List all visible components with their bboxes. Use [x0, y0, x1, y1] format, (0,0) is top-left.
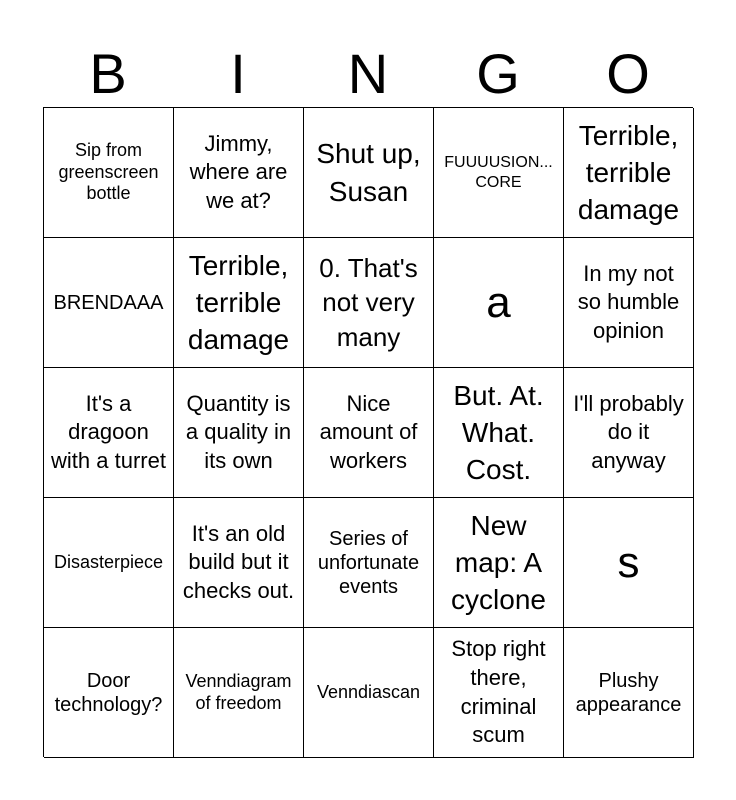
bingo-cell[interactable]: Terrible, terrible damage [564, 108, 694, 238]
header-letter-b: B [89, 42, 127, 105]
bingo-cell[interactable]: It's a dragoon with a turret [44, 368, 174, 498]
bingo-cell[interactable]: I'll probably do it anyway [564, 368, 694, 498]
bingo-cell[interactable]: Shut up, Susan [304, 108, 434, 238]
header-letter-n: N [347, 42, 389, 105]
header-letter-o: O [606, 42, 650, 105]
header-letter-g: G [476, 42, 520, 105]
bingo-cell[interactable]: New map: A cyclone [434, 498, 564, 628]
bingo-cell[interactable]: It's an old build but it checks out. [174, 498, 304, 628]
bingo-card-grid [43, 107, 693, 757]
bingo-cell[interactable]: Terrible, terrible damage [174, 238, 304, 368]
bingo-cell[interactable]: But. At. What. Cost. [434, 368, 564, 498]
bingo-cell[interactable]: Series of unfortunate events [304, 498, 434, 628]
bingo-cell[interactable]: Venndiagram of freedom [174, 628, 304, 758]
bingo-cell[interactable]: s [564, 498, 694, 628]
bingo-cell[interactable]: Sip from greenscreen bottle [44, 108, 174, 238]
bingo-cell[interactable]: BRENDAAA [44, 238, 174, 368]
bingo-cell[interactable]: 0. That's not very many [304, 238, 434, 368]
bingo-cell[interactable]: Venndiascan [304, 628, 434, 758]
header-letter-i: I [230, 42, 246, 105]
bingo-cell[interactable]: Disasterpiece [44, 498, 174, 628]
bingo-cell[interactable]: Plushy appearance [564, 628, 694, 758]
bingo-cell[interactable]: In my not so humble opinion [564, 238, 694, 368]
bingo-cell[interactable]: Stop right there, criminal scum [434, 628, 564, 758]
bingo-cell[interactable]: a [434, 238, 564, 368]
bingo-cell[interactable]: Door technology? [44, 628, 174, 758]
bingo-cell[interactable]: Quantity is a quality in its own [174, 368, 304, 498]
bingo-cell[interactable]: Nice amount of workers [304, 368, 434, 498]
bingo-header [43, 40, 693, 108]
bingo-cell[interactable]: FUUUUSION... CORE [434, 108, 564, 238]
bingo-cell[interactable]: Jimmy, where are we at? [174, 108, 304, 238]
